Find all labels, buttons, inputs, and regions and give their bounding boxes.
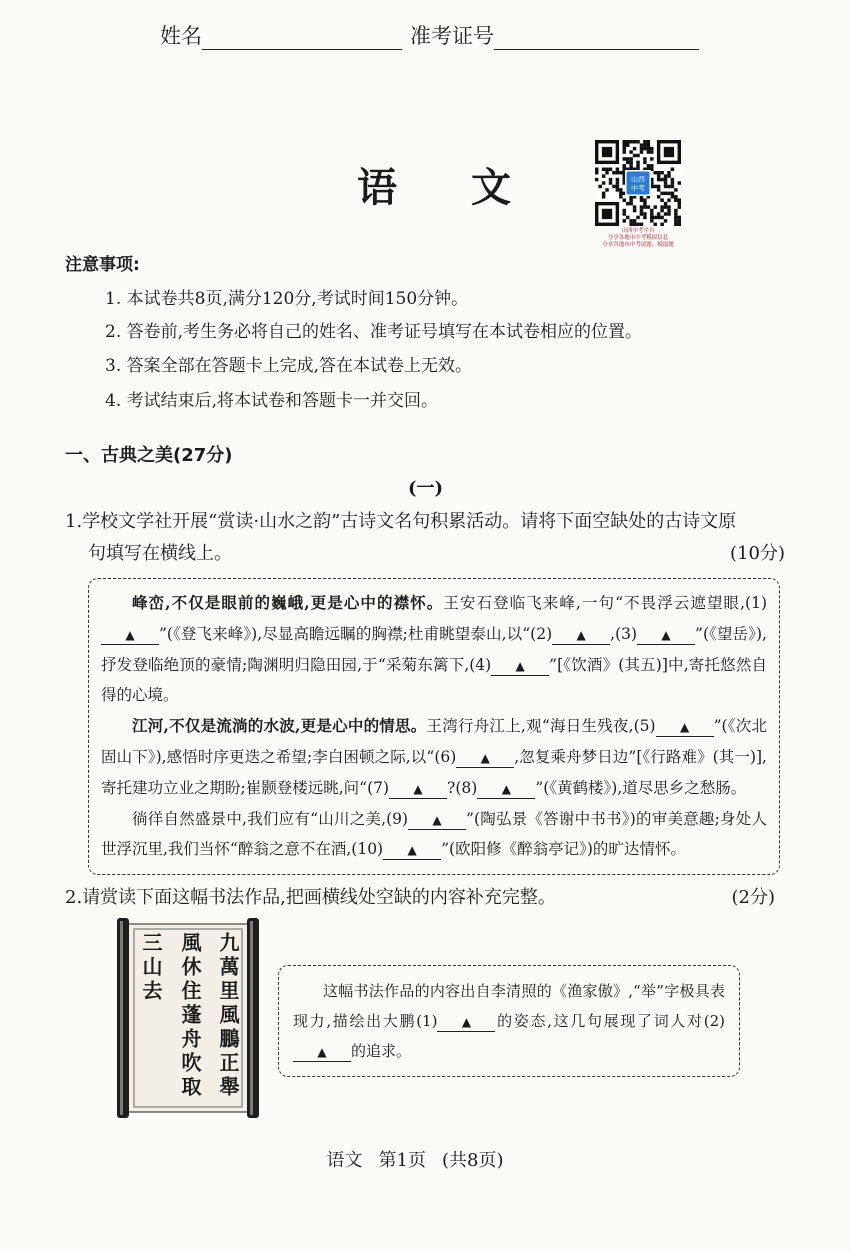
qr-module bbox=[636, 161, 639, 164]
qr-module bbox=[602, 181, 605, 184]
qr-module bbox=[636, 164, 639, 167]
qr-module bbox=[623, 164, 626, 167]
qr-module bbox=[626, 140, 629, 143]
qr-module bbox=[629, 219, 632, 222]
passage-paragraph-2 bbox=[101, 711, 767, 803]
passage-text: ”(《登飞来峰》),尽显高瞻远瞩的胸襟;杜甫眺望泰山,以“ bbox=[159, 624, 531, 643]
name-label: 姓名 bbox=[160, 24, 202, 48]
qr-module bbox=[650, 164, 653, 167]
q2-score: (2分) bbox=[731, 887, 775, 909]
qr-module bbox=[660, 205, 663, 208]
qr-module bbox=[602, 192, 605, 195]
qr-module bbox=[650, 216, 653, 219]
qr-module bbox=[647, 143, 650, 146]
qr-module bbox=[657, 171, 660, 174]
qr-module bbox=[629, 157, 632, 160]
qr-module bbox=[664, 219, 667, 222]
q1-stem-line-2 bbox=[88, 538, 785, 570]
qr-module bbox=[643, 157, 646, 160]
qr-module bbox=[626, 157, 629, 160]
notice-item: 4. 考试结束后,将本试卷和答题卡一并交回。 bbox=[105, 391, 439, 411]
blank-number: (3) bbox=[615, 624, 638, 643]
qr-module bbox=[674, 216, 677, 219]
passage-text: ”(《次北固山下》),感悟时序更迭之希望;李白困顿之际,以“ bbox=[101, 717, 767, 766]
section-heading: 一、古典之美(27分) bbox=[65, 445, 233, 466]
qr-module bbox=[619, 188, 622, 191]
qr-module bbox=[647, 164, 650, 167]
triangle-mark-icon: ▲ bbox=[679, 720, 690, 735]
notice-item: 3. 答案全部在答题卡上完成,答在本试卷上无效。 bbox=[105, 356, 473, 376]
qr-module bbox=[605, 171, 608, 174]
q2-stem bbox=[65, 883, 556, 913]
qr-module bbox=[660, 216, 663, 219]
qr-module bbox=[623, 143, 626, 146]
blank-line bbox=[456, 749, 514, 768]
blank-line bbox=[101, 626, 159, 645]
passage-text: 王湾行舟江上,观“海日生残夜, bbox=[426, 717, 634, 736]
q1-number: 1. bbox=[65, 511, 83, 532]
answer-blank-5 bbox=[634, 717, 714, 735]
qr-caption bbox=[590, 228, 686, 249]
qr-module bbox=[616, 185, 619, 188]
triangle-mark-icon: ▲ bbox=[661, 627, 671, 642]
calligraphy-column-2: 風休住蓬舟吹取 bbox=[178, 932, 202, 1101]
page-title-char-1: 语 bbox=[357, 165, 397, 211]
qr-module bbox=[650, 150, 653, 153]
qr-module bbox=[616, 171, 619, 174]
passage-text: 徜徉自然盛景中,我们应有“山川之美, bbox=[132, 809, 387, 828]
qr-module bbox=[612, 171, 615, 174]
qr-module bbox=[629, 140, 632, 143]
qr-module bbox=[647, 150, 650, 153]
qr-logo-text-2: 中考 bbox=[631, 184, 645, 193]
qr-module bbox=[633, 154, 636, 157]
qr-module bbox=[674, 219, 677, 222]
qr-module bbox=[671, 185, 674, 188]
passage-paragraph-1 bbox=[101, 588, 767, 711]
qr-module bbox=[657, 178, 660, 181]
qr-module bbox=[650, 157, 653, 160]
qr-module bbox=[664, 147, 674, 157]
qr-module bbox=[667, 205, 670, 208]
qr-module bbox=[633, 205, 636, 208]
qr-module bbox=[609, 168, 612, 171]
qr-module bbox=[653, 171, 656, 174]
qr-module bbox=[671, 178, 674, 181]
blank-line bbox=[437, 1013, 495, 1032]
answer-blank-7 bbox=[367, 779, 447, 797]
qr-module bbox=[643, 147, 646, 150]
qr-module bbox=[640, 205, 643, 208]
part-heading: (一) bbox=[407, 478, 444, 499]
answer-blank-4 bbox=[469, 656, 549, 674]
qr-module bbox=[657, 188, 660, 191]
blank-line bbox=[383, 841, 441, 860]
page-title-char-2: 文 bbox=[471, 165, 511, 211]
question-flow bbox=[0, 506, 851, 1103]
qr-module bbox=[660, 178, 663, 181]
box-text: 这幅书法作品的内容出自李清照的《渔家傲》,“举”字极具表现力,描绘出大鹏 bbox=[293, 982, 725, 1031]
qr-module bbox=[633, 223, 636, 226]
qr-module bbox=[664, 174, 667, 177]
q2-stem-text: 请赏读下面这幅书法作品,把画横线处空缺的内容补充完整。 bbox=[82, 887, 556, 909]
blank-number: (2) bbox=[530, 624, 553, 643]
qr-module bbox=[674, 223, 677, 226]
qr-code bbox=[595, 140, 681, 226]
qr-module bbox=[623, 198, 626, 201]
candidate-info bbox=[160, 20, 699, 50]
passage-text: 王安石登临飞来峰,一句“不畏浮云遮望眼, bbox=[443, 594, 746, 612]
qr-module bbox=[653, 216, 656, 219]
qr-module bbox=[660, 192, 663, 195]
qr-module bbox=[609, 178, 612, 181]
qr-module bbox=[643, 205, 646, 208]
qr-module bbox=[602, 195, 605, 198]
qr-module bbox=[598, 185, 601, 188]
triangle-mark-icon: ▲ bbox=[125, 627, 135, 642]
footer-subject: 语文 bbox=[326, 1150, 363, 1171]
qr-module bbox=[629, 150, 632, 153]
qr-module bbox=[667, 185, 670, 188]
qr-module bbox=[640, 143, 643, 146]
answer-blank-3 bbox=[615, 625, 695, 643]
qr-module bbox=[653, 205, 656, 208]
qr-module bbox=[647, 147, 650, 150]
qr-module bbox=[647, 205, 650, 208]
qr-module bbox=[595, 171, 598, 174]
q1-passage-box bbox=[88, 578, 780, 875]
qr-caption-line: 山西中考平台 bbox=[621, 228, 655, 234]
qr-module bbox=[667, 212, 670, 215]
blank-number: (6) bbox=[434, 747, 457, 766]
qr-module bbox=[664, 181, 667, 184]
qr-module bbox=[602, 147, 612, 157]
qr-module bbox=[636, 223, 639, 226]
qr-module bbox=[678, 181, 681, 184]
triangle-mark-icon: ▲ bbox=[515, 658, 525, 673]
qr-module bbox=[616, 178, 619, 181]
qr-module bbox=[640, 147, 643, 150]
qr-logo bbox=[625, 170, 651, 196]
qr-module bbox=[595, 168, 598, 171]
name-field-line bbox=[202, 27, 402, 50]
passage-text: ”(欧阳修《醉翁亭记》)的旷达情怀。 bbox=[441, 840, 686, 859]
calligraphy-column-3: 三山去 bbox=[139, 932, 163, 1005]
q1-score: (10分) bbox=[730, 543, 785, 564]
qr-module bbox=[667, 174, 670, 177]
q2-answer-box bbox=[278, 965, 740, 1077]
qr-module bbox=[640, 223, 643, 226]
exam-id-label: 准考证号 bbox=[410, 24, 494, 48]
qr-module bbox=[595, 178, 598, 181]
qr-module bbox=[671, 168, 674, 171]
blank-number: (5) bbox=[633, 717, 656, 736]
passage-text: ”(陶弘景《答谢中书书》)的审美意趣;身处人世浮沉里,我们当怀“醉翁之意不在酒, bbox=[101, 809, 767, 859]
qr-module bbox=[636, 154, 639, 157]
scroll-right-rod-highlight bbox=[250, 921, 253, 1115]
qr-module bbox=[660, 171, 663, 174]
blank-number: (9) bbox=[386, 809, 409, 828]
blank-line bbox=[491, 657, 549, 676]
passage-text: ”[《饮酒》(其五)]中,寄托悠然自得的心境。 bbox=[101, 655, 767, 705]
qr-module bbox=[643, 212, 646, 215]
qr-module bbox=[619, 195, 622, 198]
qr-module bbox=[678, 198, 681, 201]
answer-blank-8 bbox=[455, 779, 535, 797]
qr-module bbox=[678, 216, 681, 219]
qr-module bbox=[619, 192, 622, 195]
qr-module bbox=[647, 140, 650, 143]
qr-module bbox=[674, 188, 677, 191]
page-footer bbox=[290, 1146, 540, 1172]
blank-line bbox=[477, 780, 535, 799]
qr-module bbox=[660, 198, 663, 201]
qr-module bbox=[602, 168, 605, 171]
qr-module bbox=[650, 147, 653, 150]
q2-stem-line bbox=[65, 883, 775, 913]
passage-text: , bbox=[610, 624, 616, 643]
blank-number: (4) bbox=[469, 655, 492, 674]
qr-module bbox=[629, 161, 632, 164]
qr-module bbox=[623, 147, 626, 150]
qr-module bbox=[643, 198, 646, 201]
qr-module bbox=[616, 168, 619, 171]
qr-module bbox=[660, 223, 663, 226]
blank-line bbox=[293, 1043, 351, 1062]
blank-number: (8) bbox=[455, 778, 478, 797]
calligraphy-scroll bbox=[112, 918, 264, 1118]
qr-module bbox=[640, 212, 643, 215]
qr-module bbox=[664, 205, 667, 208]
q1-stem-text: 句填写在横线上。 bbox=[88, 543, 232, 564]
blank-line bbox=[637, 626, 695, 645]
qr-module bbox=[674, 209, 677, 212]
qr-module bbox=[602, 174, 605, 177]
triangle-mark-icon: ▲ bbox=[413, 781, 423, 796]
qr-module bbox=[640, 209, 643, 212]
answer-blank-6 bbox=[434, 748, 514, 766]
qr-logo-text-1: 山西 bbox=[631, 175, 645, 184]
qr-module bbox=[636, 216, 639, 219]
qr-module bbox=[667, 198, 670, 201]
calligraphy-column-1: 九萬里風鵬正舉 bbox=[216, 932, 240, 1101]
box-text: 的追求。 bbox=[351, 1042, 412, 1061]
qr-module bbox=[657, 174, 660, 177]
answer-blank-10 bbox=[351, 840, 441, 858]
qr-caption-line: 分享各地市中考试题、模拟题 bbox=[602, 242, 674, 248]
answer-blank-9 bbox=[386, 810, 466, 828]
passage-text: ? bbox=[447, 778, 456, 797]
qr-module bbox=[674, 212, 677, 215]
qr-module bbox=[602, 209, 612, 219]
triangle-mark-icon: ▲ bbox=[501, 781, 511, 796]
blank-line bbox=[389, 780, 447, 799]
qr-module bbox=[633, 147, 636, 150]
notice-item: 2. 答卷前,考生务必将自己的姓名、准考证号填写在本试卷相应的位置。 bbox=[105, 322, 643, 342]
passage-text: ”(《望岳》),抒发登临绝顶的豪情;陶渊明归隐田园,于“采菊东篱下, bbox=[101, 624, 767, 674]
scroll-left-rod-highlight bbox=[120, 921, 123, 1115]
qr-module bbox=[643, 161, 646, 164]
qr-module bbox=[650, 219, 653, 222]
qr-module bbox=[678, 202, 681, 205]
triangle-mark-icon: ▲ bbox=[576, 627, 586, 642]
qr-module bbox=[629, 202, 632, 205]
qr-module bbox=[643, 140, 646, 143]
qr-module bbox=[626, 202, 629, 205]
qr-module bbox=[671, 195, 674, 198]
qr-module bbox=[674, 198, 677, 201]
qr-module bbox=[616, 181, 619, 184]
qr-module bbox=[657, 216, 660, 219]
qr-module bbox=[626, 216, 629, 219]
exam-id-field-line bbox=[494, 27, 699, 50]
qr-module bbox=[623, 157, 626, 160]
blank-number: (7) bbox=[367, 778, 390, 797]
qr-module bbox=[664, 178, 667, 181]
q2-number: 2. bbox=[65, 887, 83, 909]
qr-module bbox=[623, 140, 626, 143]
qr-module bbox=[619, 171, 622, 174]
q2-figure-area bbox=[0, 913, 851, 1103]
q1-stem-text: 学校文学社开展“赏读·山水之韵”古诗文名句积累活动。请将下面空缺处的古诗文原 bbox=[82, 511, 737, 532]
qr-module bbox=[674, 195, 677, 198]
triangle-mark-icon: ▲ bbox=[432, 812, 442, 827]
qr-module bbox=[623, 209, 626, 212]
triangle-mark-icon: ▲ bbox=[480, 750, 490, 765]
qr-module bbox=[626, 143, 629, 146]
qr-module bbox=[667, 171, 670, 174]
passage-text: ,忽复乘舟梦日边”[《行路难》(其一)],寄托建功立业之期盼;崔颢登楼远眺,问“ bbox=[101, 747, 767, 797]
qr-module bbox=[678, 223, 681, 226]
qr-module bbox=[623, 212, 626, 215]
qr-module bbox=[633, 140, 636, 143]
qr-module bbox=[650, 212, 653, 215]
blank-number: (10) bbox=[351, 840, 384, 859]
qr-module bbox=[633, 219, 636, 222]
qr-module bbox=[640, 198, 643, 201]
answer-blank-q2-1 bbox=[416, 1012, 495, 1030]
qr-module bbox=[660, 209, 663, 212]
qr-module bbox=[664, 192, 667, 195]
qr-module bbox=[616, 188, 619, 191]
qr-module bbox=[629, 164, 632, 167]
blank-line bbox=[656, 718, 714, 737]
qr-module bbox=[609, 181, 612, 184]
blank-line bbox=[408, 811, 466, 830]
qr-module bbox=[640, 150, 643, 153]
qr-module bbox=[643, 216, 646, 219]
qr-module bbox=[678, 219, 681, 222]
qr-module bbox=[623, 219, 626, 222]
qr-module bbox=[643, 202, 646, 205]
qr-module bbox=[650, 209, 653, 212]
qr-module bbox=[664, 202, 667, 205]
qr-module bbox=[671, 192, 674, 195]
qr-module bbox=[671, 181, 674, 184]
qr-module bbox=[657, 212, 660, 215]
triangle-mark-icon: ▲ bbox=[461, 1015, 472, 1030]
notice-item: 1. 本试卷共8页,满分120分,考试时间150分钟。 bbox=[105, 289, 469, 309]
qr-module bbox=[653, 223, 656, 226]
paragraph-lead: 峰峦,不仅是眼前的巍峨,更是心中的襟怀。 bbox=[132, 593, 444, 612]
qr-module bbox=[653, 185, 656, 188]
qr-module bbox=[629, 223, 632, 226]
qr-module bbox=[612, 185, 615, 188]
qr-module bbox=[664, 212, 667, 215]
qr-module bbox=[623, 150, 626, 153]
paragraph-lead: 江河,不仅是流淌的水波,更是心中的情思。 bbox=[132, 716, 427, 736]
footer-total: (共8页) bbox=[441, 1150, 504, 1171]
notice-heading: 注意事项: bbox=[65, 255, 140, 275]
answer-blank-2 bbox=[530, 625, 610, 643]
triangle-mark-icon: ▲ bbox=[317, 1045, 327, 1060]
qr-module bbox=[629, 198, 632, 201]
qr-module bbox=[605, 188, 608, 191]
passage-paragraph-3 bbox=[101, 804, 767, 866]
passage-text: ”(《黄鹤楼》),道尽思乡之愁肠。 bbox=[535, 778, 747, 797]
q1-stem-line-1 bbox=[65, 506, 805, 538]
blank-line bbox=[552, 626, 610, 645]
qr-module bbox=[678, 205, 681, 208]
qr-module bbox=[657, 195, 660, 198]
qr-module bbox=[605, 168, 608, 171]
qr-module bbox=[667, 192, 670, 195]
triangle-mark-icon: ▲ bbox=[407, 843, 417, 858]
qr-module bbox=[636, 140, 639, 143]
qr-module bbox=[657, 185, 660, 188]
qr-module bbox=[626, 161, 629, 164]
qr-module bbox=[643, 143, 646, 146]
box-text: 的姿态,这几句展现了词人对 bbox=[495, 1012, 704, 1031]
blank-number: (1) bbox=[745, 594, 767, 612]
qr-module bbox=[667, 209, 670, 212]
blank-number: (1) bbox=[416, 1012, 438, 1031]
qr-module bbox=[633, 209, 636, 212]
qr-module bbox=[664, 185, 667, 188]
qr-caption-line: 分享各地市中考模拟信息 bbox=[607, 235, 669, 241]
blank-number: (2) bbox=[703, 1012, 725, 1031]
footer-page: 第1页 bbox=[378, 1150, 426, 1171]
